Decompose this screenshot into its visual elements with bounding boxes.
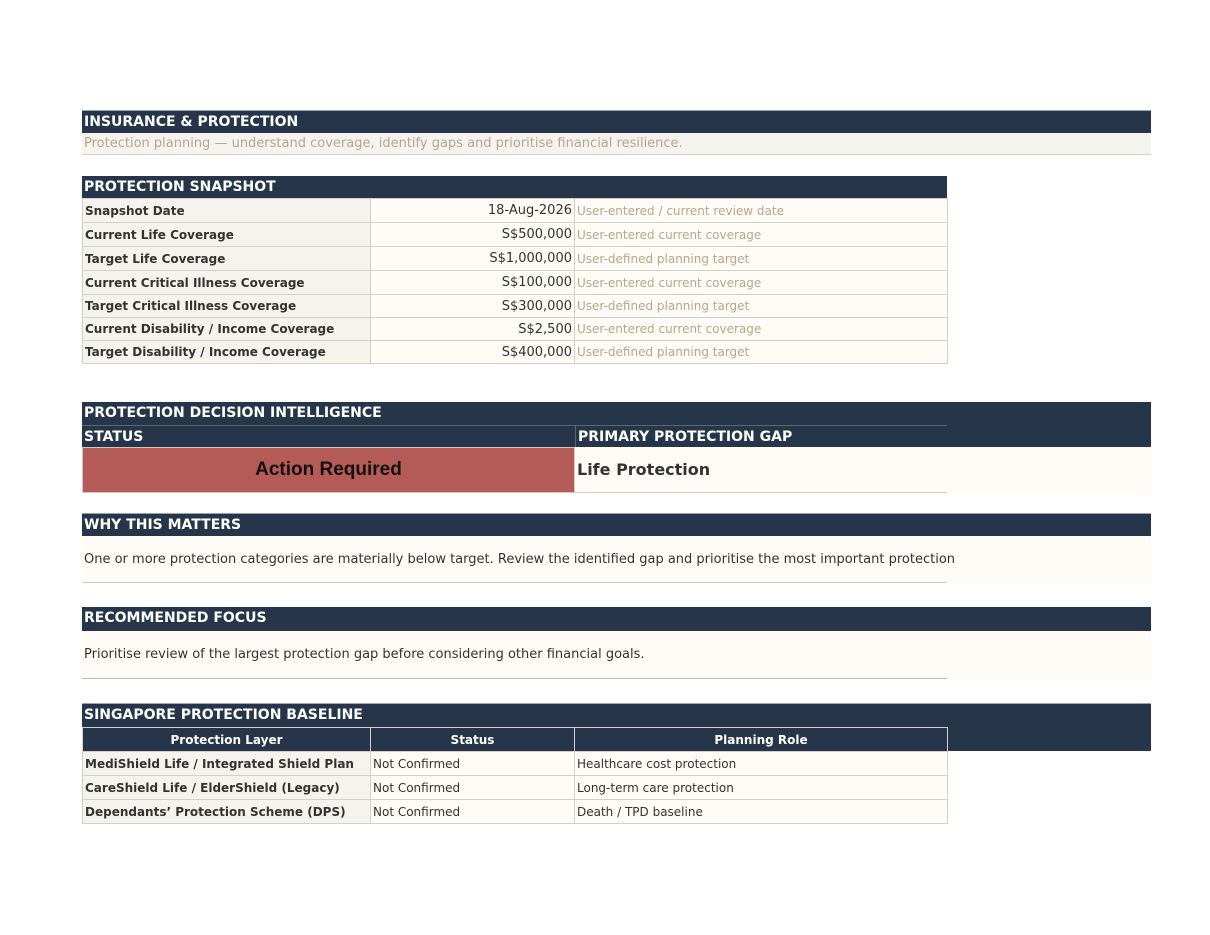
table-row: [83, 223, 948, 247]
current-life-coverage-input[interactable]: S$500,000: [371, 223, 575, 247]
table-row: [83, 247, 948, 271]
snapshot-label: Target Disability / Income Coverage: [83, 341, 371, 364]
baseline-title: [82, 703, 1151, 727]
snapshot-note: User-entered current coverage: [575, 271, 948, 295]
table-row: [83, 199, 948, 223]
why-text: One or more protection categories are materially below target. Review the identified gap and prioritise the most important protection: [84, 552, 956, 567]
why-title-text: WHY THIS MATTERS: [84, 517, 242, 533]
primary-gap-value: [575, 447, 947, 493]
focus-text-box: [82, 631, 1151, 679]
table-row: [83, 776, 948, 800]
snapshot-title-text: PROTECTION SNAPSHOT: [84, 179, 276, 195]
focus-bottom-rule: [82, 678, 947, 679]
why-bottom-rule: [82, 582, 947, 583]
table-row: [83, 341, 948, 364]
decision-title-text: PROTECTION DECISION INTELLIGENCE: [84, 405, 382, 421]
decision-header-fill: [947, 425, 1151, 447]
target-ci-coverage-input[interactable]: S$300,000: [371, 295, 575, 318]
baseline-header-row: [83, 728, 948, 752]
why-text-box: [82, 536, 1151, 583]
column-header-status: Status: [371, 728, 575, 752]
snapshot-label: Target Critical Illness Coverage: [83, 295, 371, 318]
column-header-role: Planning Role: [575, 728, 948, 752]
table-row: [83, 752, 948, 776]
snapshot-note: User-entered current coverage: [575, 223, 948, 247]
focus-title: [82, 607, 1151, 631]
baseline-status-select[interactable]: Not Confirmed: [371, 752, 575, 776]
snapshot-title: [82, 176, 947, 198]
baseline-layer: MediShield Life / Integrated Shield Plan: [83, 752, 371, 776]
snapshot-date-input[interactable]: 18-Aug-2026: [371, 199, 575, 223]
snapshot-label: Current Critical Illness Coverage: [83, 271, 371, 295]
baseline-status-select[interactable]: Not Confirmed: [371, 800, 575, 824]
status-header-text: STATUS: [84, 429, 144, 445]
baseline-role: Death / TPD baseline: [575, 800, 948, 824]
snapshot-note: User-entered / current review date: [575, 199, 948, 223]
table-row: [83, 295, 948, 318]
current-ci-coverage-input[interactable]: S$100,000: [371, 271, 575, 295]
snapshot-label: Target Life Coverage: [83, 247, 371, 271]
snapshot-note: User-defined planning target: [575, 247, 948, 271]
snapshot-note: User-defined planning target: [575, 341, 948, 364]
baseline-layer: Dependants’ Protection Scheme (DPS): [83, 800, 371, 824]
table-row: [83, 271, 948, 295]
snapshot-note: User-defined planning target: [575, 295, 948, 318]
current-disability-coverage-input[interactable]: S$2,500: [371, 318, 575, 341]
baseline-status-select[interactable]: Not Confirmed: [371, 776, 575, 800]
table-row: [83, 800, 948, 824]
why-title: [82, 513, 1151, 536]
focus-title-text: RECOMMENDED FOCUS: [84, 610, 267, 626]
target-disability-coverage-input[interactable]: S$400,000: [371, 341, 575, 364]
page-subtitle-text: Protection planning — understand coverage, identify gaps and prioritise financial resilience.: [84, 136, 683, 151]
snapshot-table: [82, 198, 948, 364]
column-header-layer: Protection Layer: [83, 728, 371, 752]
status-value: Action Required: [255, 459, 402, 480]
decision-title: [82, 402, 1151, 425]
primary-gap-text: Life Protection: [577, 460, 711, 479]
focus-text: Prioritise review of the largest protection gap before considering other financial goals.: [84, 647, 645, 662]
snapshot-note: User-entered current coverage: [575, 318, 948, 341]
baseline-role: Healthcare cost protection: [575, 752, 948, 776]
snapshot-label: Current Life Coverage: [83, 223, 371, 247]
snapshot-label: Snapshot Date: [83, 199, 371, 223]
baseline-role: Long-term care protection: [575, 776, 948, 800]
target-life-coverage-input[interactable]: S$1,000,000: [371, 247, 575, 271]
page-title-text: INSURANCE & PROTECTION: [84, 114, 299, 130]
gap-header-text: PRIMARY PROTECTION GAP: [578, 429, 793, 445]
baseline-layer: CareShield Life / ElderShield (Legacy): [83, 776, 371, 800]
page-title: [82, 110, 1151, 133]
gap-header: [575, 425, 947, 447]
baseline-table: [82, 727, 948, 824]
status-header: [82, 425, 575, 447]
page-subtitle: [82, 133, 1151, 155]
status-badge: [82, 447, 575, 493]
decision-body-fill: [947, 447, 1151, 493]
snapshot-label: Current Disability / Income Coverage: [83, 318, 371, 341]
baseline-header-fill: [947, 727, 1151, 751]
table-row: [83, 318, 948, 341]
baseline-title-text: SINGAPORE PROTECTION BASELINE: [84, 707, 363, 723]
